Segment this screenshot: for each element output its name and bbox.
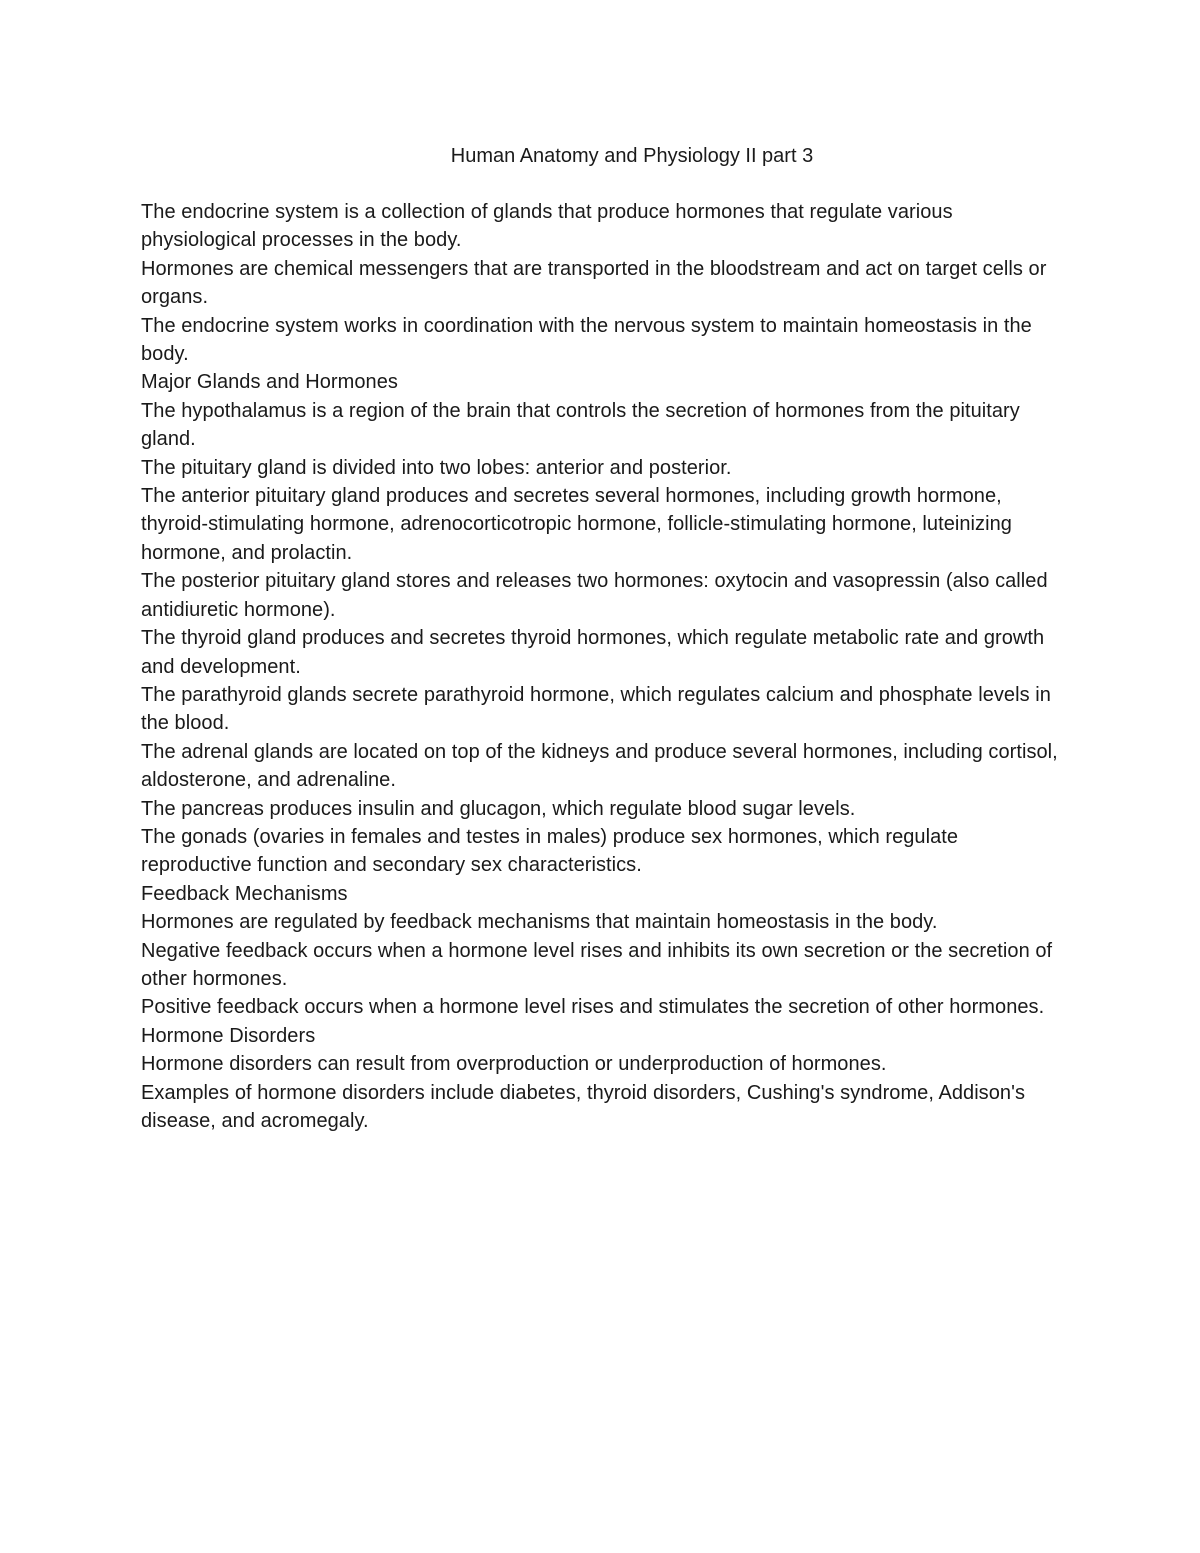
paragraph-thyroid: The thyroid gland produces and secretes thyroid hormones, which regulate metabolic rate and growth and development. [141,627,1045,678]
section-heading-major-glands: Major Glands and Hormones [141,371,398,394]
paragraph-positive-feedback: Positive feedback occurs when a hormone level rises and stimulates the secretion of other hormones. [141,996,1045,1019]
paragraph-disorder-causes: Hormone disorders can result from overproduction or underproduction of hormones. [141,1053,887,1076]
document-body [141,198,1061,1135]
paragraph-nervous-coordination: The endocrine system works in coordination with the nervous system to maintain homeostasis in the body. [141,314,1032,366]
paragraph-pancreas: The pancreas produces insulin and glucagon, which regulate blood sugar levels. [141,797,856,820]
paragraph-negative-feedback: Negative feedback occurs when a hormone level rises and inhibits its own secretion or the secretion of other hormones. [141,939,1053,990]
paragraph-hormones-messengers: Hormones are chemical messengers that are transported in the bloodstream and act on target cells or organs. [141,257,1047,309]
paragraph-gonads: The gonads (ovaries in females and testes in males) produce sex hormones, which regulate reproductive function and secondary sex characteristics. [141,825,959,877]
paragraph-posterior-pituitary: The posterior pituitary gland stores and releases two hormones: oxytocin and vasopressin (also called antidiuretic hormone). [141,570,1048,621]
section-heading-feedback: Feedback Mechanisms [141,882,348,905]
paragraph-disorder-examples: Examples of hormone disorders include diabetes, thyroid disorders, Cushing's syndrome, Addison's disease, and acromegaly. [141,1081,1025,1132]
paragraph-parathyroid: The parathyroid glands secrete parathyroid hormone, which regulates calcium and phosphate levels in the blood. [141,683,1051,735]
paragraph-feedback-regulation: Hormones are regulated by feedback mechanisms that maintain homeostasis in the body. [141,911,938,934]
paragraph-adrenal: The adrenal glands are located on top of the kidneys and produce several hormones, including cortisol, aldosterone, and adrenaline. [141,740,1058,792]
paragraph-anterior-pituitary: The anterior pituitary gland produces and secretes several hormones, including growth hormone, thyroid-stimulating hormone, adrenocorticotropic hormone, follicle-stimulating hormone, luteinizing hormone, and prolactin. [141,485,1012,564]
document-title: Human Anatomy and Physiology II part 3 [450,145,814,167]
paragraph-hypothalamus: The hypothalamus is a region of the brain that controls the secretion of hormones from the pituitary gland. [141,399,1020,451]
section-heading-disorders: Hormone Disorders [141,1024,316,1047]
paragraph-pituitary-lobes: The pituitary gland is divided into two lobes: anterior and posterior. [141,456,732,479]
paragraph-endocrine-system: The endocrine system is a collection of glands that produce hormones that regulate various physiological processes in the body. [141,201,953,252]
